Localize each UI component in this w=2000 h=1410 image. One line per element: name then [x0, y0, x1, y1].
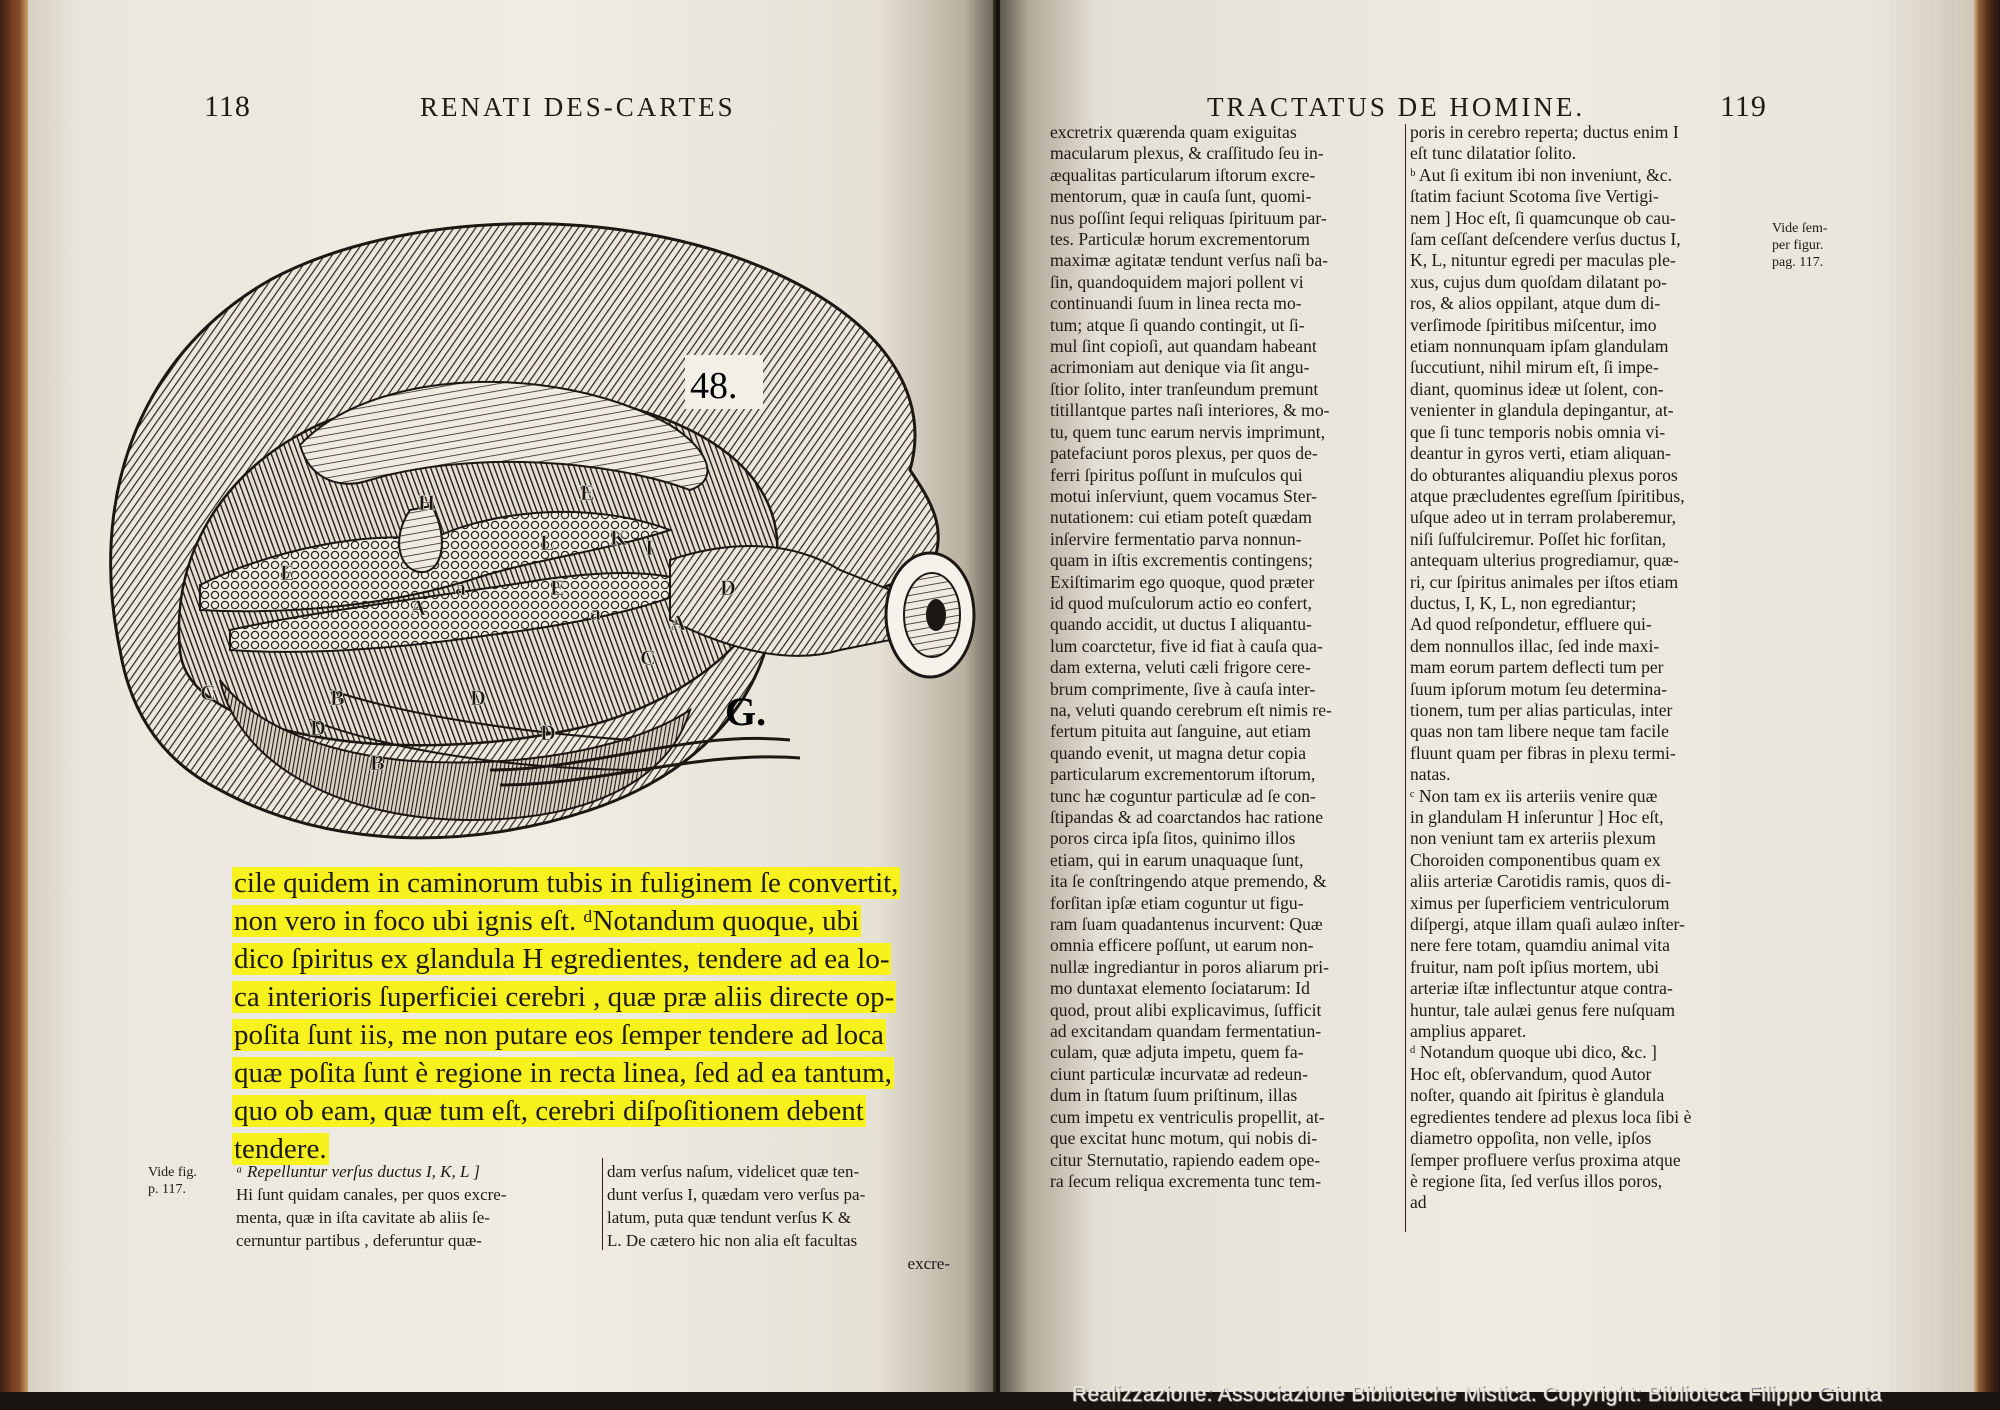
text-line: deantur in gyros verti, etiam aliquan-	[1410, 443, 1671, 464]
fig-letter-h: H	[418, 490, 436, 515]
text-line: nere fere totam, quamdiu animal vita	[1410, 935, 1670, 956]
text-line: egredientes tendere ad plexus loca ſibi è	[1410, 1106, 1692, 1127]
text-line: dem nonnullos illac, ſed inde maxi-	[1410, 635, 1660, 656]
fig-letter-b2: B	[370, 750, 385, 775]
footnote-line: L. De cætero hic non alia eſt facultas	[607, 1231, 858, 1250]
margin-note-line: pag. 117.	[1772, 255, 1824, 270]
text-line: aliis arteriæ Carotidis ramis, quos di-	[1410, 871, 1671, 892]
fig-letter-d1: D	[310, 715, 326, 740]
text-line: patefaciunt poros plexus, per quos de-	[1050, 443, 1318, 464]
text-line: mentorum, quæ in cauſa ſunt, quomi-	[1050, 186, 1312, 207]
text-line: omnia efficere poſſunt, ut earum non-	[1050, 935, 1314, 956]
text-line: poros circa ipſa ſitos, quinimo illos	[1050, 828, 1296, 849]
brain-engraving	[70, 210, 990, 860]
text-line: niſi ſuſfulciremur. Poſſet hic forſitan,	[1410, 528, 1667, 549]
fig-letter-a1: a	[455, 575, 466, 600]
text-line: quas non tam libere neque tam facile	[1410, 721, 1669, 742]
text-line: quando evenit, ut magna detur copia	[1050, 742, 1307, 763]
text-line: ferri ſpiritus poſſunt in muſculos qui	[1050, 464, 1303, 485]
text-line: quam in iſtis excrementis contingens;	[1050, 550, 1313, 571]
fig-letter-A2: A	[670, 610, 686, 635]
figure-letter: G.	[725, 689, 767, 734]
text-line: motui inſerviunt, quem vocamus Ster-	[1050, 485, 1317, 506]
highlighted-line: quo ob eam, quæ tum eſt, cerebri diſpoſitionem debent	[234, 1095, 864, 1127]
text-line: huntur, tale aulæi genus fere nuſquam	[1410, 999, 1676, 1020]
text-line: id quod muſculorum actio eo confert,	[1050, 592, 1312, 613]
right-book-edge	[1974, 0, 2000, 1410]
text-line: ᵈ Notandum quoque ubi dico, &c. ]	[1410, 1042, 1657, 1063]
footnote-line: ᵃ Repelluntur verſus ductus I, K, L ]	[236, 1162, 480, 1181]
margin-note-line: p. 117.	[148, 1182, 186, 1197]
plate-number: 48.	[690, 365, 738, 407]
highlighted-line: non vero in foco ubi ignis eſt. ᵈNotandum quoque, ubi	[234, 905, 860, 937]
text-line: arteriæ iſtæ inflectuntur atque contra-	[1410, 978, 1673, 999]
fig-letter-a2: a	[590, 600, 601, 625]
column-rule	[1405, 124, 1406, 1232]
text-line: diſpergi, atque illam quaſi aulæo inſter-	[1410, 914, 1685, 935]
text-line: nutationem: cui etiam poteſt quædam	[1050, 507, 1312, 528]
fig-letter-d3: D	[540, 720, 556, 745]
text-line: que ſi tunc temporis nobis omnia vi-	[1410, 421, 1666, 442]
text-line: cum impetu ex ventriculis propellit, at-	[1050, 1106, 1325, 1127]
text-line: atque præcludentes egreſſum ſpiritibus,	[1410, 485, 1685, 506]
text-line: inſervire fermentatio parva nonnun-	[1050, 528, 1302, 549]
text-line: lum coarctetur, five id fiat à cauſa qua-	[1050, 635, 1323, 656]
text-line: è regione ſita, ſed verſus illos poros,	[1410, 1170, 1663, 1191]
fig-letter-e1: E	[580, 480, 595, 505]
text-line: Hoc eſt, obſervandum, quod Autor	[1410, 1063, 1652, 1084]
text-line: ri, cur ſpiritus animales per iſtos etiam	[1410, 571, 1679, 592]
text-line: nem ] Hoc eſt, ſi quamcunque ob cau-	[1410, 207, 1676, 228]
fig-letter-k: K	[610, 525, 628, 550]
text-line: que excitat hunc motum, qui nobis di-	[1050, 1128, 1318, 1149]
footnote-line: Hi ſunt quidam canales, per quos excre-	[236, 1185, 507, 1204]
right-page-column-right	[1410, 122, 1755, 1214]
text-line: ra ſecum reliqua excrementa tunc tem-	[1050, 1170, 1322, 1191]
text-line: poris in cerebro reperta; ductus enim I	[1410, 122, 1679, 142]
fig-letter-l: L	[540, 530, 555, 555]
footnote-column-rule	[602, 1158, 603, 1250]
text-line: ciunt particulæ incurvatæ ad redeun-	[1050, 1063, 1308, 1084]
text-line: mul ſint copioſi, aut quandam habeant	[1050, 336, 1317, 357]
footnote-line: latum, puta quæ tendunt verſus K &	[607, 1208, 852, 1227]
text-line: etiam nonnunquam ipſam glandulam	[1410, 336, 1669, 357]
text-line: quando accidit, ut ductus I aliquantu-	[1050, 614, 1312, 635]
text-line: macularum plexus, & craſſitudo ſeu in-	[1050, 143, 1324, 164]
text-line: dum in ſtatum ſuum priſtinum, illas	[1050, 1085, 1298, 1106]
text-line: Ad quod reſpondetur, effluere qui-	[1410, 614, 1652, 635]
text-line: verſimode ſpiritibus miſcentur, imo	[1410, 314, 1657, 335]
highlighted-line: cile quidem in caminorum tubis in fuliginem ſe convertit,	[234, 867, 899, 899]
text-line: diant, quominus ideæ ut ſolent, con-	[1410, 378, 1664, 399]
text-line: uſque adeo ut in terram prolaberemur,	[1410, 507, 1677, 528]
right-running-title: TRACTATUS DE HOMINE.	[1207, 92, 1586, 122]
text-line: in glandulam H inſeruntur ] Hoc eſt,	[1410, 807, 1664, 827]
highlighted-line: poſita ſunt iis, me non putare eos ſemper tendere ad loca	[234, 1019, 884, 1051]
text-line: forſitan ipſæ etiam coguntur ut figu-	[1050, 892, 1304, 913]
text-line: ſtipandas & ad coarctandos hac ratione	[1050, 807, 1324, 827]
fig-letter-b1: B	[330, 685, 345, 710]
text-line: particularum excrementorum iſtorum,	[1050, 764, 1316, 785]
text-line: continuandi ſuum in linea recta mo-	[1050, 293, 1302, 314]
left-running-title: RENATI DES-CARTES	[420, 92, 736, 122]
text-line: ſtatim faciunt Scotoma ſive Vertigi-	[1410, 186, 1659, 207]
text-line: fruitur, nam poſt ipſius mortem, ubi	[1410, 956, 1660, 977]
fig-letter-d2: D	[470, 685, 486, 710]
text-line: culam, quæ adjuta impetu, quem fa-	[1050, 1042, 1304, 1063]
footnote-line: cernuntur partibus , deferuntur quæ-	[236, 1231, 482, 1250]
fig-letter-e3: E	[550, 575, 565, 600]
text-line: ᵇ Aut ſi exitum ibi non inveniunt, &c.	[1410, 164, 1673, 185]
highlighted-paragraph	[232, 864, 952, 1168]
copyright-watermark: Realizzazione: Associazione Biblioteche Mistica. Copyright: Biblioteca Filippo Giunta	[1072, 1383, 1882, 1406]
text-line: ad	[1410, 1192, 1427, 1213]
text-line: na, veluti quando cerebrum eſt nimis re-	[1050, 699, 1332, 720]
margin-note-line: Vide ſem-	[1772, 221, 1828, 236]
fig-letter-c1: C	[200, 680, 216, 705]
fig-letter-i: I	[645, 535, 654, 560]
text-line: amplius apparet.	[1410, 1021, 1527, 1042]
text-line: ſuum ipſorum motum ſeu determina-	[1410, 678, 1668, 699]
fig-letter-c2: C	[640, 645, 656, 670]
text-line: ductus, I, K, L, non egrediantur;	[1410, 592, 1637, 613]
fig-letter-A1: A	[410, 595, 426, 620]
right-margin-note	[1772, 220, 1828, 271]
text-line: fertum pituita aut ſanguine, aut etiam	[1050, 721, 1311, 742]
text-line: noſter, quando ait ſpiritus è glandula	[1410, 1085, 1665, 1106]
text-line: natas.	[1410, 764, 1451, 785]
footnote-line: dam verſus naſum, videlicet quæ ten-	[607, 1162, 860, 1181]
text-line: æqualitas particularum iſtorum excre-	[1050, 164, 1316, 185]
fig-letter-d4: D	[720, 575, 736, 600]
text-line: ſam ceſſant deſcendere verſus ductus I,	[1410, 229, 1681, 250]
highlighted-line: quæ poſita ſunt è regione in recta linea, ſed ad ea tantum,	[234, 1057, 892, 1089]
footnote-line: dunt verſus I, quædam vero verſus pa-	[607, 1185, 866, 1204]
highlighted-line: ca interioris ſuperficiei cerebri , quæ præ aliis directe op-	[234, 981, 895, 1013]
text-line: maximæ agitatæ tendunt verſus naſi ba-	[1050, 250, 1329, 271]
text-line: xus, cujus dum quoſdam dilatant po-	[1410, 271, 1668, 292]
text-line: tionem, tum per alias particulas, inter	[1410, 699, 1673, 720]
text-line: ſuccutiunt, nihil mirum eſt, ſi impe-	[1410, 357, 1659, 378]
catchword: excre-	[907, 1254, 950, 1273]
text-line: non veniunt tam ex arteriis plexum	[1410, 828, 1656, 849]
text-line: tunc hæ coguntur particulæ ad ſe con-	[1050, 785, 1316, 806]
text-line: brum comprimente, ſive à cauſa inter-	[1050, 678, 1316, 699]
text-line: ᶜ Non tam ex iis arteriis venire quæ	[1410, 785, 1658, 806]
text-line: Choroiden componentibus quam ex	[1410, 849, 1661, 870]
text-line: tum; atque ſi quando contingit, ut ſi-	[1050, 314, 1305, 335]
text-line: ximus per ſuperficiem ventriculorum	[1410, 892, 1670, 913]
text-line: diametro oppoſita, non velle, ipſos	[1410, 1128, 1652, 1149]
text-line: mam eorum partem deflecti tum per	[1410, 657, 1664, 678]
text-line: ſemper profluere verſus proxima atque	[1410, 1149, 1681, 1170]
highlighted-line: dico ſpiritus ex glandula H egredientes, tendere ad ea lo-	[234, 943, 890, 975]
text-line: excretrix quærenda quam exiguitas	[1050, 122, 1297, 142]
margin-note-line: Vide fig.	[148, 1165, 197, 1180]
text-line: ſtior ſolito, inter tranſeundum premunt	[1050, 378, 1319, 399]
text-line: K, L, nituntur egredi per maculas ple-	[1410, 250, 1676, 271]
text-line: acrimoniam aut denique via ſit angu-	[1050, 357, 1310, 378]
text-line: nullæ ingrediantur in poros aliarum pri-	[1050, 956, 1330, 977]
left-page-number: 118	[204, 90, 251, 123]
text-line: eſt tunc dilatatior ſolito.	[1410, 143, 1577, 164]
text-line: nus poſſint ſequi reliquas ſpirituum par-	[1050, 207, 1327, 228]
right-page-column-left	[1050, 122, 1400, 1192]
text-line: titillantque partes naſi interiores, & mo-	[1050, 400, 1330, 421]
right-page-number: 119	[1720, 90, 1767, 123]
footnote-right-column	[607, 1160, 950, 1275]
text-line: ad excitandam quandam fermentatiun-	[1050, 1021, 1322, 1042]
left-book-edge	[0, 0, 28, 1410]
text-line: mo duntaxat elemento ſociatarum: Id	[1050, 978, 1310, 999]
footnote-line: menta, quæ in iſta cavitate ab aliis ſe-	[236, 1208, 490, 1227]
text-line: antequam ulterius progrediamur, quæ-	[1410, 550, 1679, 571]
highlighted-line: tendere.	[234, 1133, 327, 1165]
text-line: tu, quem tunc earum nervis imprimunt,	[1050, 421, 1326, 442]
text-line: quod, prout alibi explicavimus, ſufficit	[1050, 999, 1322, 1020]
text-line: do obturantes aliquandiu plexus poros	[1410, 464, 1678, 485]
text-line: tes. Particulæ horum excrementorum	[1050, 229, 1310, 250]
text-line: ſin, quandoquidem majori pollent vi	[1050, 271, 1304, 292]
text-line: dam externa, veluti cæli frigore cere-	[1050, 657, 1311, 678]
text-line: Exiſtimarim ego quoque, quod præter	[1050, 571, 1315, 592]
fig-letter-e2: E	[280, 560, 295, 585]
text-line: ram ſuam quadantenus incurvent: Quæ	[1050, 914, 1323, 935]
text-line: ita ſe conſtringendo atque premendo, &	[1050, 871, 1327, 892]
footnote-left-column	[236, 1160, 507, 1252]
text-line: etiam, qui in earum unaquaque ſunt,	[1050, 849, 1304, 870]
text-line: citur Sternutatio, rapiendo eadem ope-	[1050, 1149, 1321, 1170]
text-line: venienter in glandula depingantur, at-	[1410, 400, 1674, 421]
margin-note-line: per figur.	[1772, 238, 1824, 253]
left-margin-note	[148, 1164, 197, 1198]
text-line: ros, & alios oppilant, atque dum di-	[1410, 293, 1661, 314]
text-line: fluunt quam per fibras in plexu termi-	[1410, 742, 1676, 763]
